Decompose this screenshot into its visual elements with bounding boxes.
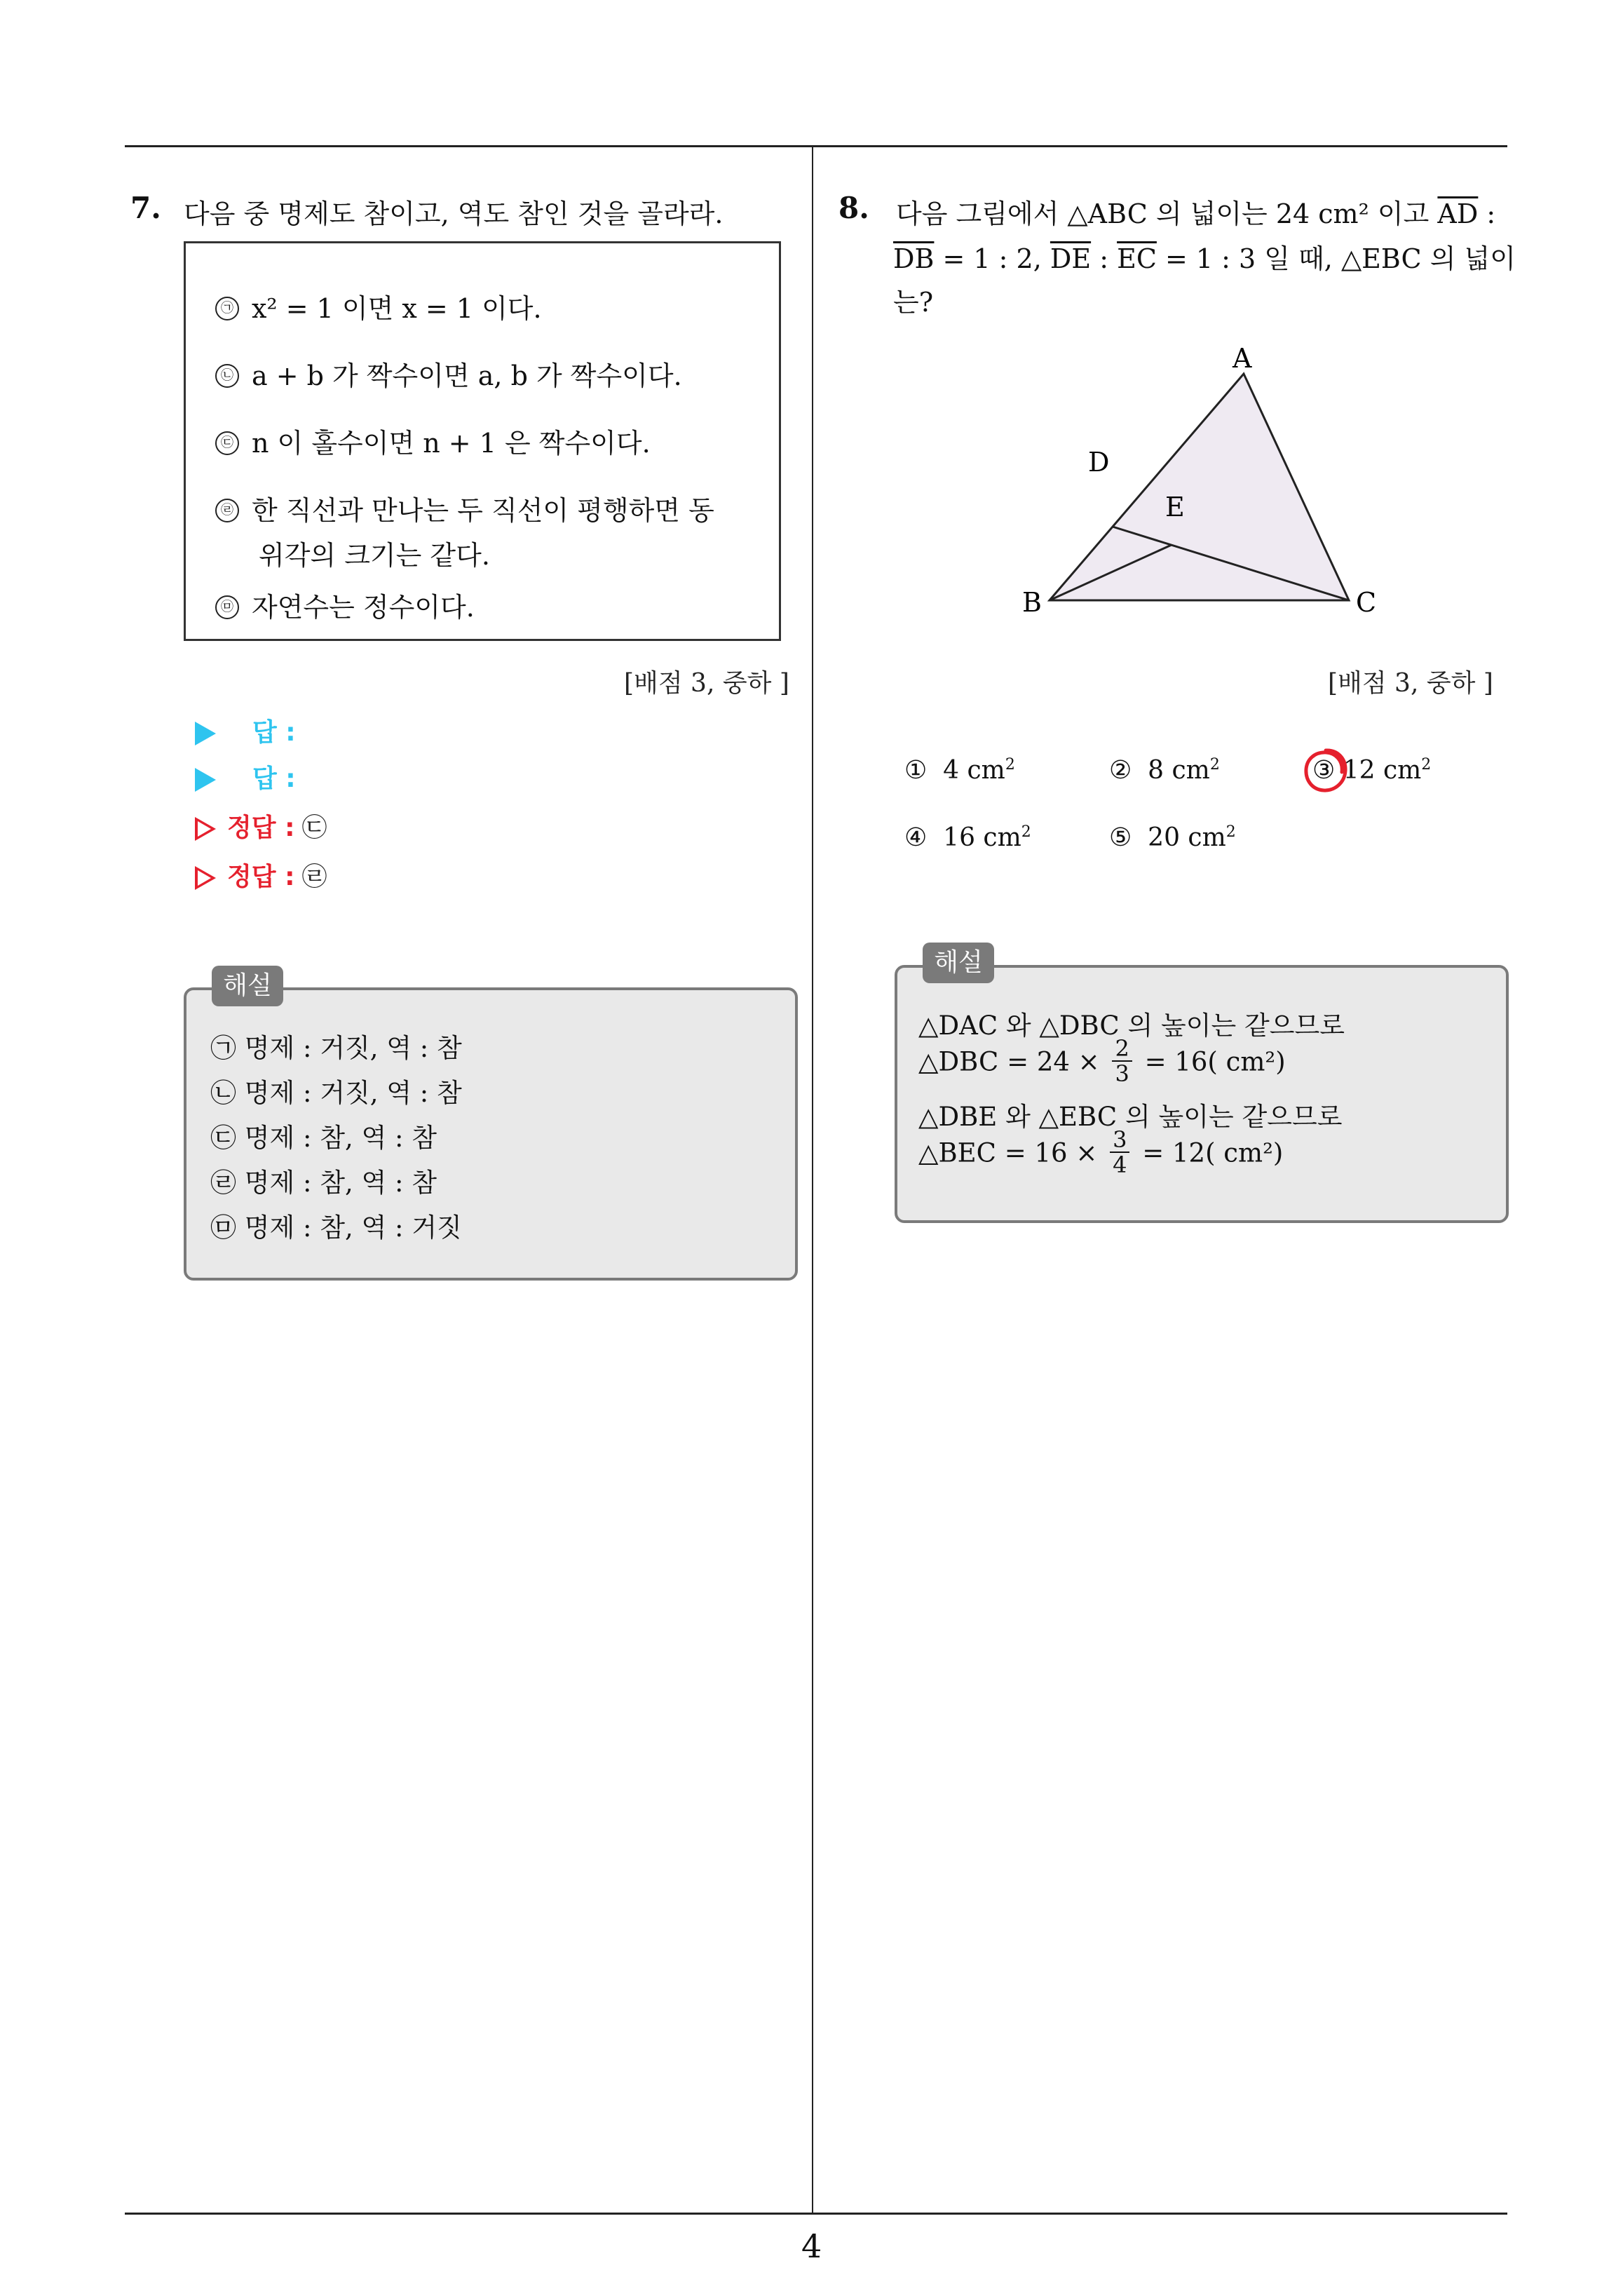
correct-arrow-icon [195,817,216,841]
question-7-condition-box [184,241,781,641]
solution-8-line-2-pre: △DBC = 24 × [918,1046,1100,1077]
segment-ad: $\overline{AD}$ [1437,198,1479,229]
answer-arrow-icon [195,768,216,792]
solution-8-line-2 [918,1035,1286,1088]
choice-1-value: 4 cm [943,756,1005,785]
question-8-score: [배점 3, 중하 ] [1328,669,1493,698]
solution-7-line-5: ㉤ 명제 : 참, 역 : 거짓 [210,1213,462,1243]
top-rule [125,145,1507,147]
question-8-line-2-colon: : [1091,243,1118,274]
label-c: C [1356,587,1377,618]
choice-2-value: 8 cm [1148,756,1210,785]
condition-4 [215,489,714,527]
choice-4[interactable] [904,823,1031,852]
choice-1-exp: 2 [1005,756,1015,774]
label-d: D [1088,447,1110,478]
condition-mark-3: ㉢ [215,431,239,455]
condition-text-4: 한 직선과 만나는 두 직선이 평행하면 동 [252,495,714,526]
condition-text-3: n 이 홀수이면 n + 1 은 짝수이다. [252,428,651,459]
correct-arrow-icon [195,866,216,890]
answer-input-2[interactable] [195,759,296,795]
question-8-line-1-text: 다음 그림에서 △ABC 의 넓이는 24 cm² 이고 [896,198,1430,229]
choice-5-value: 20 cm [1148,823,1226,852]
choice-4-exp: 2 [1021,823,1031,841]
fraction-denominator: 4 [1113,1152,1127,1178]
answer-input-1[interactable] [195,713,296,748]
triangle-abc [1050,374,1349,600]
solution-7-line-2: ㉡ 명제 : 거짓, 역 : 참 [210,1078,462,1108]
condition-2 [215,354,682,393]
choice-2-exp: 2 [1209,756,1220,774]
fraction-denominator: 3 [1115,1060,1129,1087]
choice-5-mark: ⑤ [1109,823,1132,852]
choice-2-mark: ② [1109,756,1132,785]
correct-answer-2 [195,857,327,893]
label-e: E [1165,492,1185,522]
choice-1[interactable] [904,756,1015,785]
condition-3 [215,421,651,460]
condition-5 [215,586,475,624]
solution-8-tab: 해설 [923,943,994,983]
condition-mark-2: ㉡ [215,364,239,388]
column-divider [812,145,813,2213]
page-number: 4 [801,2227,822,2265]
condition-text-5: 자연수는 정수이다. [252,592,475,623]
correct-value-1: ㉢ [301,813,327,842]
fraction-numerator: 2 [1112,1036,1132,1062]
choice-5-exp: 2 [1225,823,1236,841]
condition-text-4b: 위각의 크기는 같다. [259,540,490,571]
question-8-line-2-mid: = 1 : 2, [934,243,1050,274]
condition-text-2: a + b 가 짝수이면 a, b 가 짝수이다. [252,360,682,391]
choice-3-value: 12 cm [1343,756,1422,785]
answer-label-1: 답 : [252,718,296,747]
condition-1 [215,287,542,325]
fraction-three-quarters [1110,1128,1129,1177]
solution-8-line-2-post: = 16( cm²) [1144,1046,1286,1077]
question-8-line-2-end: = 1 : 3 일 때, △EBC 의 넓이 [1156,243,1516,274]
label-a: A [1232,343,1252,374]
segment-ec: $\overline{EC}$ [1117,243,1157,274]
label-b: B [1022,587,1042,618]
fraction-two-thirds [1112,1036,1132,1086]
solution-8-line-1: △DAC 와 △DBC 의 높이는 같으므로 [918,1011,1345,1041]
solution-7-tab: 해설 [212,966,283,1006]
solution-8-line-4-post: = 12( cm²) [1142,1137,1284,1168]
bottom-rule [125,2213,1507,2215]
correct-label-2: 정답 : [227,863,295,891]
question-8-line-3: 는? [893,287,934,318]
segment-db: $\overline{DB}$ [893,243,935,274]
question-7-number: 7. [130,191,161,225]
solution-7-line-1: ㉠ 명제 : 거짓, 역 : 참 [210,1033,462,1063]
choice-4-value: 16 cm [943,823,1021,852]
condition-mark-1: ㉠ [215,297,239,320]
fraction-numerator: 3 [1110,1128,1129,1153]
condition-mark-5: ㉤ [215,595,239,619]
condition-4-continued [259,534,490,572]
solution-8-line-4-pre: △BEC = 16 × [918,1137,1098,1168]
condition-mark-4: ㉣ [215,499,239,522]
question-7-score: [배점 3, 중하 ] [624,669,789,698]
solution-8-line-4 [918,1126,1284,1180]
triangle-figure [1010,337,1402,624]
question-7-text: 다음 중 명제도 참이고, 역도 참인 것을 골라라. [184,198,724,229]
choice-1-mark: ① [904,756,928,785]
choice-5[interactable] [1109,823,1236,852]
question-8-solution-box [895,965,1509,1223]
question-8-number: 8. [838,191,869,225]
selected-choice-circle-icon [1301,746,1350,795]
condition-text-1: x² = 1 이면 x = 1 이다. [252,293,542,324]
question-8-line-1 [896,192,1495,231]
correct-label-1: 정답 : [227,813,295,842]
solution-8-line-3: △DBE 와 △EBC 의 높이는 같으므로 [918,1102,1343,1132]
answer-arrow-icon [195,722,216,745]
choice-3-mark: ③ [1312,756,1336,785]
question-7-solution-box [184,987,798,1281]
solution-7-line-3: ㉢ 명제 : 참, 역 : 참 [210,1123,437,1153]
question-8-line-2 [893,237,1516,276]
answer-label-2: 답 : [252,764,296,793]
choice-3-exp: 2 [1421,756,1432,774]
choice-2[interactable] [1109,756,1220,785]
segment-de: $\overline{DE}$ [1050,243,1092,274]
correct-answer-1 [195,808,327,844]
choice-4-mark: ④ [904,823,928,852]
question-8-line-1-end: : [1478,198,1496,229]
solution-7-line-4: ㉣ 명제 : 참, 역 : 참 [210,1168,437,1198]
correct-value-2: ㉣ [301,863,327,891]
